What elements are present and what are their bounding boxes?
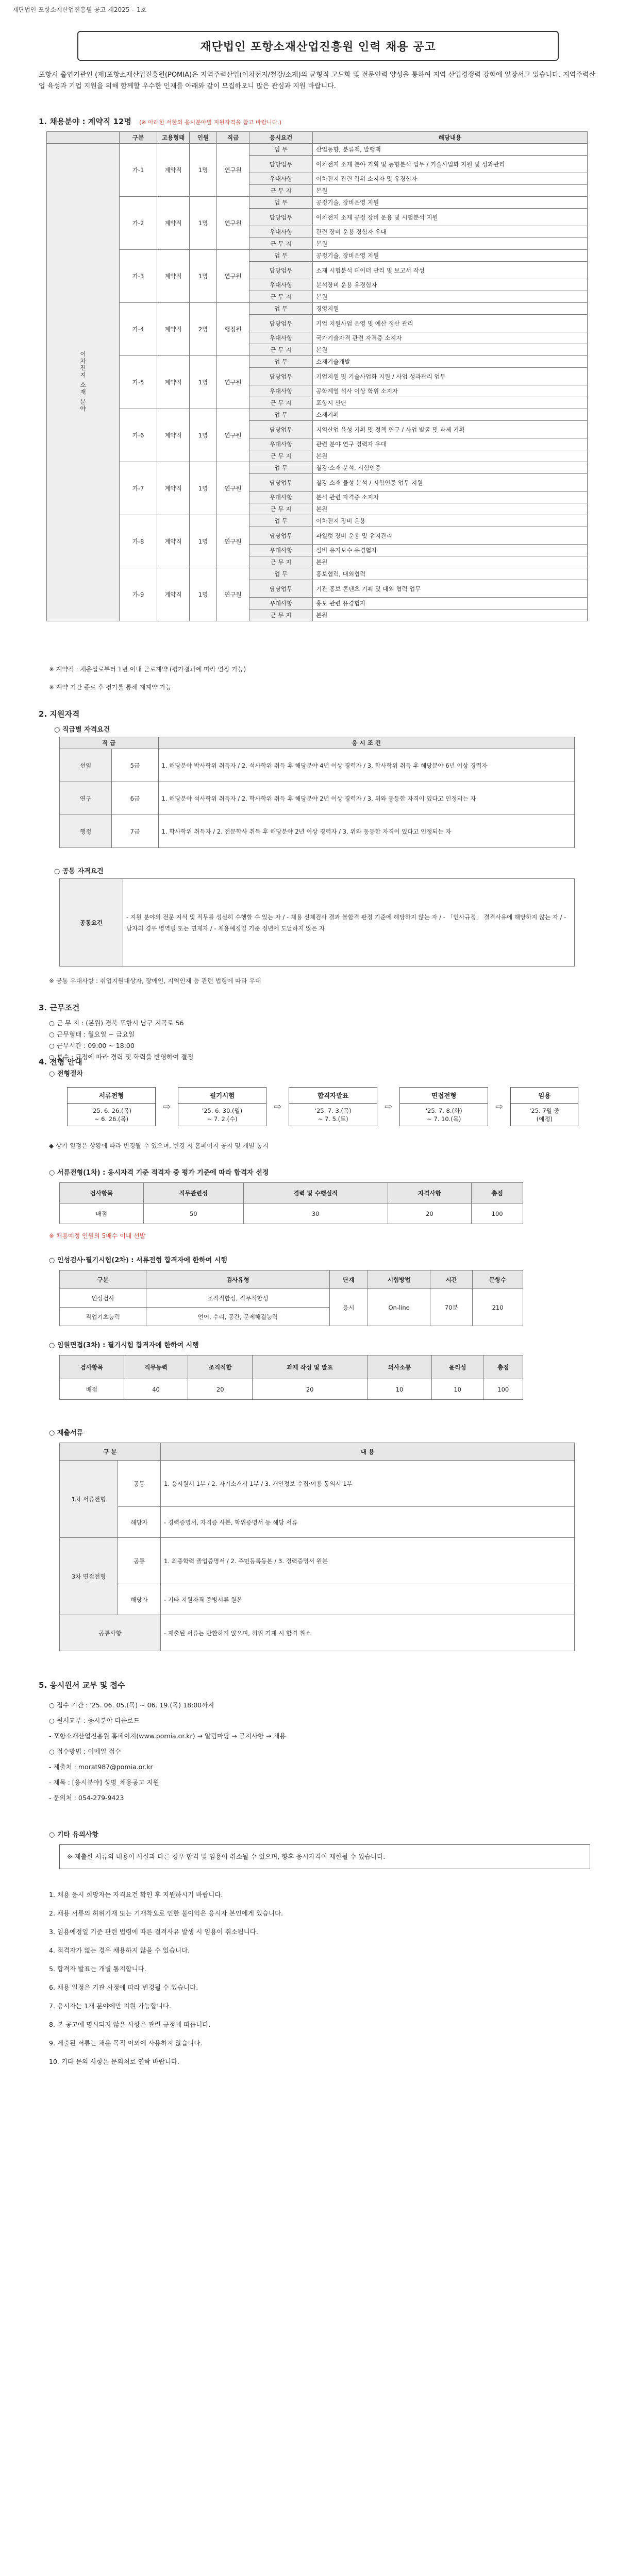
cell-item-label: 담당업무 (249, 474, 313, 492)
cell-item-label: 근 무 지 (249, 503, 313, 515)
table-row (47, 250, 588, 262)
section1-note-2: ※ 계약 기간 종료 후 평가를 통해 재계약 가능 (49, 684, 172, 691)
cell-item-label: 업 무 (249, 303, 313, 315)
cell-item-label: 우대사항 (249, 385, 313, 397)
group-label: 이차전지 소재 분야 (47, 144, 120, 621)
cell-count: 2명 (190, 303, 217, 356)
cell-count: 1명 (190, 568, 217, 621)
cell-item-label: 업 무 (249, 356, 313, 368)
cell-item-label: 담당업무 (249, 315, 313, 332)
cell-item-value: 공정기술, 장비운영 지원 (313, 250, 588, 262)
section2-note: ※ 공통 우대사항 : 취업지원대상자, 장애인, 지역인재 등 관련 법령에 따라 우대 (49, 977, 261, 985)
cell-grade: 연구원 (217, 250, 249, 303)
cell-item-value: 포항시 산단 (313, 397, 588, 409)
cell-item-label: 우대사항 (249, 438, 313, 450)
section2-sub2: ○ 공통 자격요건 (54, 868, 104, 875)
cell-type: 계약직 (157, 568, 190, 621)
cell-count: 1명 (190, 144, 217, 197)
caution-box: ※ 제출한 서류의 내용이 사실과 다른 경우 합격 및 임용이 취소될 수 있으며, 향후 응시자격이 제한될 수 있습니다. (59, 1844, 590, 1869)
cell-item-value: 파일럿 장비 운용 및 유지관리 (313, 527, 588, 545)
cell-item-label: 근 무 지 (249, 291, 313, 303)
cell-item-value: 본원 (313, 185, 588, 197)
cell-item-label: 우대사항 (249, 226, 313, 238)
intro-paragraph: 포항시 출연기관인 (재)포항소재산업진흥원(POMIA)은 지역주력산업(이차전지/철강/소재)의 균형적 고도화 및 전문인력 양성을 통하여 지역 산업경쟁력 강화에 앞장서고 있습니다. 지역주력산업 육성과 기업 지원을 위해 함께할 우수한 인재를 아래와 같이 모집하오니 많은 관심과 지원 바랍니다. (39, 71, 595, 90)
table-row (47, 197, 588, 209)
cell-item-label: 근 무 지 (249, 397, 313, 409)
recruitment-table: 구분 고용형태 인원 직급 응시요건 해당내용 이차전지 소재 분야 가-1 계약직 1명 연구원 업 무 산업동향, 분류책, 발행책 담당업무 이차전지 소재 분야 기획 및 동향분석 업무 / 기술사업화 지원 및 성과관리 우대사항 이차전지 관련 학위 소지자 및 유경험자 근 무 지 본원 가-2 계약직 1명 연구원 업 무 공정기술, 장비운영 지원 담당업무 이차전지 소재 공정 장비 운용 및 시험분석 지원 우대사항 관련 장비 운용 경험자 우대 근 무 지 본원 가-3 계약직 1명 연구원 업 무 공정기술, 장비운영 지원 담당업무 소재 시험분석 데이터 관리 및 보고서 작성 우대사항 분석장비 운용 유경험자 근 무 지 본원 가-4 계약직 2명 행정원 업 무 경영지원 담당업무 기업 지원사업 운영 및 예산 정산 관리 우대사항 국가기술자격 관련 자격증 소지자 근 무 지 본원 가-5 계약직 1명 연구원 업 무 소재기술개발 담당업무 기업지원 및 기술사업화 지원 / 사업 성과관리 업무 우대사항 공학계열 석사 이상 학위 소지자 근 무 지 포항시 산단 가-6 계약직 1명 연구원 업 무 소재기획 담당업무 지역산업 육성 기획 및 정책 연구 / 사업 발굴 및 과제 기획 우대사항 관련 분야 연구 경력자 우대 근 무 지 본원 가-7 계약직 1명 연구원 업 무 철강·소재 분석, 시험인증 담당업무 철강 소재 물성 분석 / 시험인증 업무 지원 우대사항 분석 관련 자격증 소지자 근 무 지 본원 가-8 계약직 1명 연구원 업 무 이차전지 장비 운용 담당업무 파일럿 장비 운용 및 유지관리 우대사항 설비 유지보수 유경험자 근 무 지 본원 가-9 계약직 1명 연구원 업 무 홍보협력, 대외협력 담당업무 기관 홍보 콘텐츠 기획 및 대외 협력 업무 우대사항 홍보 관련 유경험자 근 무 지 본원 (46, 131, 588, 621)
cell-item-value: 소재기획 (313, 409, 588, 421)
cell-item-label: 우대사항 (249, 332, 313, 344)
cell-type: 계약직 (157, 303, 190, 356)
cell-item-value: 홍보협력, 대외협력 (313, 568, 588, 580)
cell-count: 1명 (190, 250, 217, 303)
cell-item-value: 이차전지 소재 분야 기획 및 동향분석 업무 / 기술사업화 지원 및 성과관리 (313, 156, 588, 173)
flow-step: 필기시험 '25. 6. 30.(월) ~ 7. 2.(수) (178, 1087, 266, 1126)
section3-title: 3. 근무조건 (39, 1003, 80, 1012)
cell-item-label: 담당업무 (249, 421, 313, 438)
cell-item-label: 업 무 (249, 197, 313, 209)
stage2-table: 구분 검사유형 단계 시험방법 시간 문항수 인성검사 조직적합성, 직무적합성 응시 On-line 70분 210 직업기초능력 언어, 수리, 공간, 문제해결능력 (59, 1270, 523, 1326)
cell-item-value: 기관 홍보 콘텐츠 기획 및 대외 협력 업무 (313, 580, 588, 598)
cell-item-value: 기업지원 및 기술사업화 지원 / 사업 성과관리 업무 (313, 368, 588, 385)
cell-item-value: 이차전지 관련 학위 소지자 및 유경험자 (313, 173, 588, 185)
cell-item-label: 담당업무 (249, 209, 313, 226)
cell-grade: 연구원 (217, 197, 249, 250)
cell-item-value: 소재기술개발 (313, 356, 588, 368)
cell-item-label: 업 무 (249, 250, 313, 262)
cell-code: 가-7 (120, 462, 157, 515)
flow-step: 면접전형 '25. 7. 8.(화) ~ 7. 10.(목) (399, 1087, 488, 1126)
cell-type: 계약직 (157, 250, 190, 303)
table-row (47, 409, 588, 421)
cell-type: 계약직 (157, 462, 190, 515)
stage1-title: ○ 서류전형(1차) : 응시자격 기준 적격자 중 평가 기준에 따라 합격자 선정 (49, 1169, 269, 1177)
cell-item-label: 근 무 지 (249, 450, 313, 462)
cell-code: 가-5 (120, 356, 157, 409)
cell-code: 가-3 (120, 250, 157, 303)
section2-title: 2. 지원자격 (39, 709, 80, 719)
stage1-note: ※ 채용예정 인원의 5배수 이내 선발 (49, 1232, 146, 1240)
cell-item-value: 공정기술, 장비운영 지원 (313, 197, 588, 209)
cell-grade: 행정원 (217, 303, 249, 356)
cell-item-value: 국가기술자격 관련 자격증 소지자 (313, 332, 588, 344)
table-row (47, 515, 588, 527)
cell-item-label: 업 무 (249, 144, 313, 156)
cell-item-value: 본원 (313, 503, 588, 515)
cell-count: 1명 (190, 409, 217, 462)
stage3-title: ○ 임원면접(3차) : 필기시험 합격자에 한하여 시행 (49, 1342, 199, 1349)
qualification-table: 직 급 응 시 조 건 선임 5급 1. 해당분야 박사학위 취득자 / 2. 석사학위 취득 후 해당분야 4년 이상 경력자 / 3. 학사학위 취득 후 해당분야 6년 이상 경력자 연구 6급 1. 해당분야 석사학위 취득자 / 2. 학사학위 취득 후 해당분야 2년 이상 경력자 / 3. 위와 동등한 자격이 있다고 인정되는 자 행정 7급 1. 학사학위 취득자 / 2. 전문학사 취득 후 해당분야 2년 이상 경력자 / 3. 위와 동등한 자격이 있다고 인정되는 자 (59, 737, 575, 848)
cell-item-label: 담당업무 (249, 262, 313, 279)
cell-code: 가-4 (120, 303, 157, 356)
cell-item-value: 철강·소재 분석, 시험인증 (313, 462, 588, 474)
table-row (47, 144, 588, 156)
cell-type: 계약직 (157, 197, 190, 250)
cell-code: 가-8 (120, 515, 157, 568)
cell-item-value: 관련 장비 운용 경험자 우대 (313, 226, 588, 238)
table-row (47, 568, 588, 580)
table-row (47, 303, 588, 315)
cell-type: 계약직 (157, 144, 190, 197)
cell-item-value: 소재 시험분석 데이터 관리 및 보고서 작성 (313, 262, 588, 279)
cell-code: 가-9 (120, 568, 157, 621)
stage3-table: 검사항목 직무능력 조직적합 과제 작성 및 발표 의사소통 윤리성 총점 배점 40 20 20 10 10 100 (59, 1355, 523, 1400)
cell-item-label: 담당업무 (249, 156, 313, 173)
cell-grade: 연구원 (217, 409, 249, 462)
section1-note-1: ※ 계약직 : 채용일로부터 1년 이내 근로계약 (평가결과에 따라 연장 가능) (49, 666, 246, 673)
arrow-icon: ⇨ (385, 1101, 393, 1112)
cell-item-value: 이차전지 소재 공정 장비 운용 및 시험분석 지원 (313, 209, 588, 226)
stage2-title: ○ 인성검사·필기시험(2차) : 서류전형 합격자에 한하여 시행 (49, 1257, 227, 1264)
common-requirements-table: 공통요건 - 지원 분야의 전문 지식 및 직무를 성실히 수행할 수 있는 자 / - 채용 신체검사 결과 불합격 판정 기준에 해당하지 않는 자 / - 「인사규정」 결격사유에 해당하지 않는 자 / - 남자의 경우 병역필 또는 면제자 / - 채용예정일 기준 정년에 도달하지 않은 자 (59, 878, 575, 967)
cell-item-value: 본원 (313, 556, 588, 568)
cell-code: 가-2 (120, 197, 157, 250)
section4-title: 4. 전형 안내 (39, 1057, 82, 1066)
cell-item-label: 업 무 (249, 515, 313, 527)
cell-item-value: 분석장비 운용 유경험자 (313, 279, 588, 291)
caution-list: 1. 채용 응시 희망자는 자격요건 확인 후 지원하시기 바랍니다. 2. 채용 서류의 허위기재 또는 기재착오로 인한 불이익은 응시자 본인에게 있습니다. 3. 임용예정일 기준 관련 법령에 따른 결격사유 발생 시 임용이 취소됩니다. 4. 적격자가 없는 경우 채용하지 않을 수 있습니다. 5. 합격자 발표는 개별 통지합니다. 6. 채용 일정은 기관 사정에 따라 변경될 수 있습니다. 7. 응시자는 1개 분야에만 지원 가능합니다. 8. 본 공고에 명시되지 않은 사항은 관련 규정에 따릅니다. 9. 제출된 서류는 채용 목적 이외에 사용하지 않습니다. 10. 기타 문의 사항은 문의처로 연락 바랍니다. (49, 1891, 283, 2065)
table-row (47, 356, 588, 368)
cell-item-value: 본원 (313, 609, 588, 621)
stage1-table: 검사항목 직무관련성 경력 및 수행실적 자격사항 총점 배점 50 30 20 100 (59, 1182, 523, 1224)
process-flow (67, 1087, 582, 1126)
cell-item-label: 근 무 지 (249, 556, 313, 568)
cell-item-label: 우대사항 (249, 545, 313, 556)
cell-item-label: 근 무 지 (249, 609, 313, 621)
cell-item-label: 우대사항 (249, 492, 313, 503)
page-title: 재단법인 포항소재산업진흥원 인력 채용 공고 (77, 31, 559, 61)
cell-item-label: 담당업무 (249, 527, 313, 545)
section5-title: 5. 응시원서 교부 및 접수 (39, 1681, 125, 1690)
cell-item-value: 본원 (313, 238, 588, 250)
arrow-icon: ⇨ (163, 1101, 171, 1112)
cell-item-label: 근 무 지 (249, 185, 313, 197)
flow-step: 서류전형 '25. 6. 26.(목) ~ 6. 26.(목) (67, 1087, 156, 1126)
cell-item-value: 기업 지원사업 운영 및 예산 정산 관리 (313, 315, 588, 332)
cell-item-value: 산업동향, 분류책, 발행책 (313, 144, 588, 156)
cell-type: 계약직 (157, 356, 190, 409)
cell-item-label: 우대사항 (249, 279, 313, 291)
cell-item-label: 업 무 (249, 409, 313, 421)
cell-grade: 연구원 (217, 144, 249, 197)
application-info: ○ 접수 기간 : '25. 06. 05.(목) ~ 06. 19.(목) 18:00까지 ○ 원서교부 : 응시분야 다운로드 - 포항소재산업진흥원 홈페이지(www.pomia.or.kr) → 알림마당 → 공지사항 → 채용 ○ 접수방법 : 이메일 접수 - 제출처 : morat987@pomia.or.kr - 제목 : [응시분야] 성명_채용공고 지원 - 문의처 : 054-279-9423 (49, 1701, 286, 1802)
cell-type: 계약직 (157, 515, 190, 568)
documents-table: 구 분 내 용 1차 서류전형 공통 1. 응시원서 1부 / 2. 자기소개서 1부 / 3. 개인정보 수집·이용 동의서 1부 해당자 - 경력증명서, 자격증 사본, 학위증명서 등 해당 서류 3차 면접전형 공통 1. 최종학력 졸업증명서 / 2. 주민등록등본 / 3. 경력증명서 원본 해당자 - 기타 지원자격 증빙서류 원본 공통사항 - 제출된 서류는 반환하지 않으며, 허위 기재 시 합격 취소 (59, 1443, 575, 1651)
cell-item-label: 업 무 (249, 462, 313, 474)
cell-item-value: 공학계열 석사 이상 학위 소지자 (313, 385, 588, 397)
cell-item-value: 관련 분야 연구 경력자 우대 (313, 438, 588, 450)
cell-grade: 연구원 (217, 462, 249, 515)
cell-item-label: 담당업무 (249, 580, 313, 598)
section2-sub1: ○ 직급별 자격요건 (54, 726, 110, 734)
cell-item-value: 홍보 관련 유경험자 (313, 598, 588, 609)
flow-step: 임용 '25. 7월 중 (예정) (510, 1087, 578, 1126)
notice-number: 재단법인 포항소재산업진흥원 공고 제2025 – 1호 (12, 6, 147, 13)
section1-title: 1. 채용분야 : 계약직 12명 (※ 아래한 서한의 응시분야별 지원자격을 참고 바랍니다.) (39, 117, 282, 126)
cell-item-value: 이차전지 장비 운용 (313, 515, 588, 527)
cell-item-label: 우대사항 (249, 173, 313, 185)
arrow-icon: ⇨ (495, 1101, 504, 1112)
cell-type: 계약직 (157, 409, 190, 462)
flow-step: 합격자발표 '25. 7. 3.(목) ~ 7. 5.(토) (289, 1087, 377, 1126)
cell-item-value: 지역산업 육성 기획 및 정책 연구 / 사업 발굴 및 과제 기획 (313, 421, 588, 438)
cell-item-label: 우대사항 (249, 598, 313, 609)
cell-item-value: 분석 관련 자격증 소지자 (313, 492, 588, 503)
cell-item-label: 근 무 지 (249, 238, 313, 250)
cell-grade: 연구원 (217, 515, 249, 568)
cell-item-value: 설비 유지보수 유경험자 (313, 545, 588, 556)
work-conditions: ○ 근 무 지 : (본원) 경북 포항시 남구 지곡로 56 ○ 근무형태 : 월요일 ~ 금요일 ○ 근무시간 : 09:00 ~ 18:00 ○ 보수 : 규정에 따라 경력 및 학력을 반영하여 결정 (49, 1019, 194, 1061)
cell-item-value: 경영지원 (313, 303, 588, 315)
cell-item-value: 본원 (313, 450, 588, 462)
cell-item-value: 본원 (313, 291, 588, 303)
cell-grade: 연구원 (217, 356, 249, 409)
cell-item-label: 담당업무 (249, 368, 313, 385)
section4-sub: ○ 전형절차 (49, 1070, 84, 1078)
section6-title: ○ 기타 유의사항 (49, 1831, 98, 1839)
cell-grade: 연구원 (217, 568, 249, 621)
cell-count: 1명 (190, 462, 217, 515)
table-row (47, 462, 588, 474)
cell-code: 가-6 (120, 409, 157, 462)
cell-count: 1명 (190, 356, 217, 409)
cell-code: 가-1 (120, 144, 157, 197)
documents-sub: ○ 제출서류 (49, 1429, 84, 1437)
cell-item-label: 근 무 지 (249, 344, 313, 356)
cell-count: 1명 (190, 515, 217, 568)
arrow-icon: ⇨ (274, 1101, 282, 1112)
cell-item-label: 업 무 (249, 568, 313, 580)
cell-count: 1명 (190, 197, 217, 250)
cell-item-value: 철강 소재 물성 분석 / 시험인증 업무 지원 (313, 474, 588, 492)
cell-item-value: 본원 (313, 344, 588, 356)
process-note: ◆ 상기 일정은 상황에 따라 변경될 수 있으며, 변경 시 홈페이지 공지 및 개별 통지 (49, 1142, 269, 1149)
